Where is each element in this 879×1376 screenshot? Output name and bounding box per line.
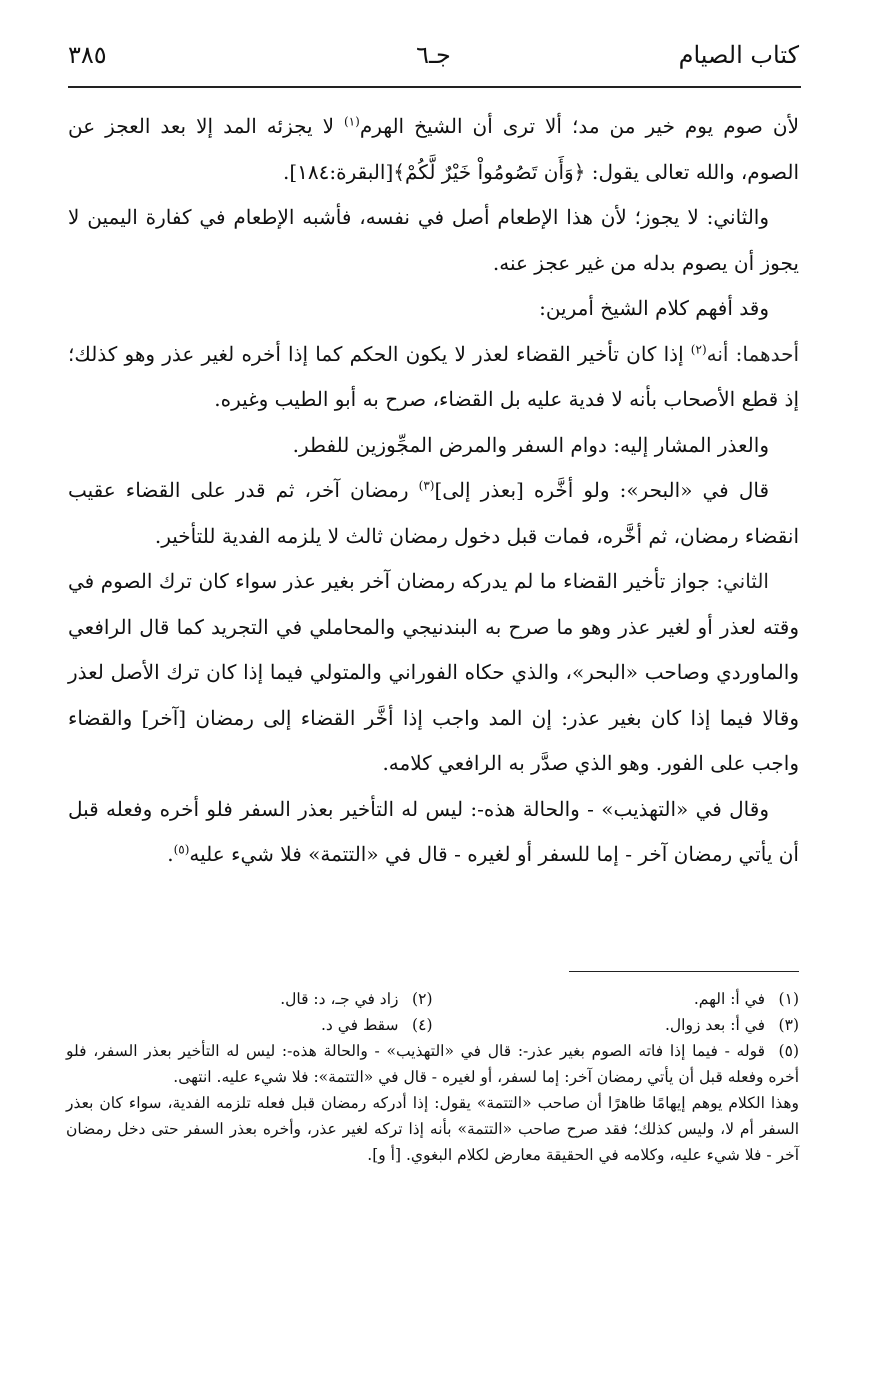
footnote-ref-3: (٣)	[418, 478, 435, 493]
p1-text: لأن صوم يوم خير من مد؛ ألا ترى أن الشيخ الهرم	[359, 114, 799, 138]
p4-lead: أحدهما: أنه	[706, 341, 799, 366]
footnote-5	[66, 1038, 799, 1090]
paragraph-3: وقد أفهم كلام الشيخ أمرين:	[539, 296, 769, 320]
volume-label: جـ٦	[416, 41, 451, 69]
footnote-divider	[569, 971, 799, 972]
footnote-4	[66, 1012, 433, 1038]
footnote-text: زاد في جـ، د: قال.	[280, 990, 399, 1008]
footnote-ref-1: (١)	[343, 114, 360, 129]
footnote-5-continued: وهذا الكلام يوهم إيهامًا ظاهرًا أن صاحب «التتمة» يقول: إذا أدركه رمضان قبل فعله تلزمه الفدية، سواء كان بعذر السفر أم لا، وليس كذلك؛ فقد صرح صاحب «التتمة» بأنه إذا تركه لغير عذر، وأخره بعذر السفر حتى دخل رمضان آخر - فلا شيء عليه، وكلامه في الحقيقة معارض لكلام البغوي. [أ و].	[66, 1094, 799, 1164]
paragraph-2: والثاني: لا يجوز؛ لأن هذا الإطعام أصل في نفسه، فأشبه الإطعام في كفارة اليمين لا يجوز أن يصوم بدله من غير عجز عنه.	[68, 205, 799, 275]
paragraph-7	[68, 559, 799, 787]
page-header	[68, 34, 799, 86]
footnote-text: قوله - فيما إذا فاته الصوم بغير عذر-: قال في «التهذيب» - والحالة هذه-: ليس له التأخير بعذر السفر، فلو أخره وفعله قبل أن يأتي رمضان آخر: إما لسفر، أو لغيره - قال في «التتمة»: فلا شيء عليه. انتهى.	[66, 1042, 799, 1086]
quran-citation: [البقرة:١٨٤].	[282, 159, 394, 184]
paragraph-6	[68, 468, 799, 559]
footnote-number: (٢)	[412, 990, 433, 1008]
footnote-number: (٥)	[778, 1042, 799, 1060]
p1-text-2: لا يجزئه المد إلا بعد العجز عن الصوم، والله تعالى يقول:	[68, 114, 799, 184]
footnote-text: في أ: بعد زوال.	[664, 1016, 765, 1034]
paragraph-5: والعذر المشار إليه: دوام السفر والمرض المجِّوزين للفطر.	[292, 432, 769, 457]
p8-end: .	[167, 842, 174, 866]
paragraph-4	[68, 332, 799, 423]
footnote-row	[66, 986, 799, 1012]
p6-text-2: رمضان آخر، ثم قدر على القضاء عقيب انقضاء رمضان، ثم أخَّره، فمات قبل دخول رمضان ثالث لا يلزمه الفدية للتأخير.	[68, 478, 799, 548]
main-text	[68, 104, 799, 878]
footnote-number: (١)	[778, 990, 799, 1008]
footnote-number: (٣)	[778, 1016, 799, 1034]
footnotes	[66, 986, 799, 1168]
p4-text: إذا كان تأخير القضاء لعذر لا يكون الحكم كما إذا أخره لغير عذر وهو كذلك؛ إذ قطع الأصحاب بأنه لا فدية عليه بل القضاء، صرح به أبو الطيب وغيره.	[68, 341, 799, 411]
paragraph-1	[68, 104, 799, 195]
quran-verse: ﴿وَأَن تَصُومُواْ خَيْرٌ لَّكُمْ﴾	[393, 159, 586, 184]
footnote-2	[66, 986, 433, 1012]
book-title: كتاب الصيام	[678, 41, 799, 69]
footnote-ref-5: (٥)	[173, 842, 190, 857]
footnote-1	[433, 986, 800, 1012]
footnote-3	[433, 1012, 800, 1038]
p6-text: قال في «البحر»: ولو أخَّره [بعذر إلى]	[434, 478, 770, 502]
footnote-text: سقط في د.	[320, 1016, 399, 1034]
footnote-row	[66, 1012, 799, 1038]
header-divider	[68, 86, 801, 88]
footnote-ref-2: (٢)	[690, 341, 707, 356]
footnote-text: في أ: الهم.	[693, 990, 765, 1008]
p7-text: جواز تأخير القضاء ما لم يدركه رمضان آخر بغير عذر سواء كان ترك الصوم في وقته لعذر أو لغير عذر وهو ما صرح به البندنيجي والمحاملي في التجريد كما قال الرافعي والماوردي وصاحب «البحر»، والذي حكاه الفوراني والمتولي فيما إذا كان ترك الأصل لعذر وقالا فيما إذا كان بغير عذر: إن المد واجب إذا أخَّر القضاء إلى رمضان [آخر] والقضاء واجب على الفور. وهو الذي صدَّر به الرافعي كلامه.	[68, 569, 799, 775]
footnote-number: (٤)	[412, 1016, 433, 1034]
paragraph-8	[68, 787, 799, 878]
p8-text: وقال في «التهذيب» - والحالة هذه-: ليس له التأخير بعذر السفر فلو أخره وفعله قبل أن يأتي رمضان آخر - إما للسفر أو لغيره - قال في «التتمة» فلا شيء عليه	[68, 796, 799, 866]
page-number: ٣٨٥	[68, 41, 107, 69]
p7-lead: الثاني:	[716, 569, 769, 593]
